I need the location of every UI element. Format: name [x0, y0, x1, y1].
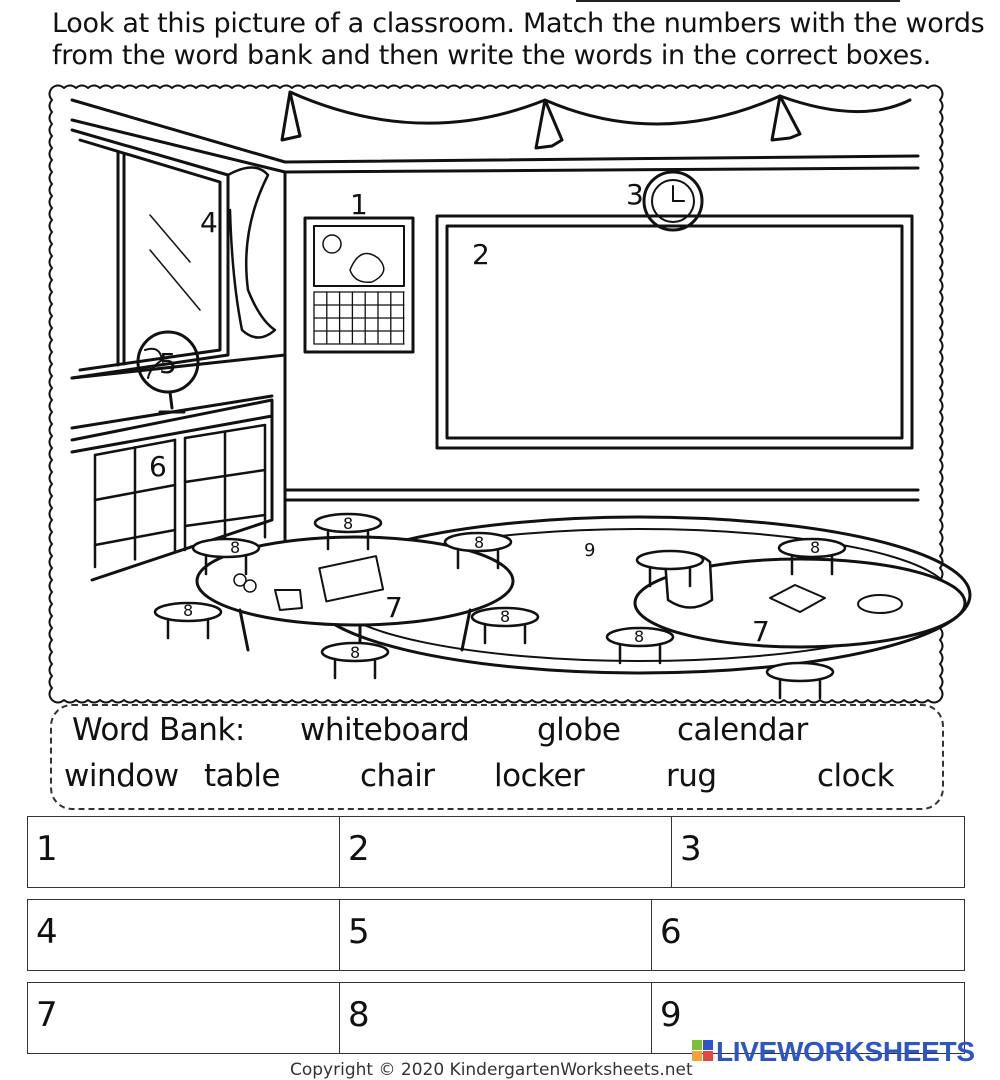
word-bank-word: locker [494, 758, 585, 794]
answer-cell [340, 817, 672, 887]
answer-row [27, 816, 965, 888]
answer-cell [28, 983, 340, 1053]
instructions-line-1: Look at this picture of a classroom. Match the numbers with the words [52, 8, 985, 39]
label-calendar: 1 [350, 188, 368, 221]
answer-cell [340, 983, 652, 1053]
answer-input-8[interactable] [380, 995, 641, 1041]
answer-input-7[interactable] [68, 995, 329, 1041]
bunting [282, 92, 910, 148]
answer-number: 7 [36, 995, 58, 1035]
word-bank-word: rug [666, 758, 717, 794]
copyright: Copyright © 2020 KindergartenWorksheets.net [290, 1060, 693, 1080]
answer-input-3[interactable] [712, 829, 954, 875]
answer-input-4[interactable] [68, 912, 329, 958]
answer-input-2[interactable] [380, 829, 661, 875]
label-chair-h: 8 [634, 627, 645, 646]
label-chair-e: 8 [183, 601, 194, 620]
liveworksheets-brand[interactable] [692, 1036, 975, 1068]
instructions-line-2: from the word bank and then write the words in the correct boxes. [52, 40, 931, 71]
window-drawing [72, 130, 285, 378]
calendar-drawing [305, 218, 413, 352]
clock-drawing [644, 172, 702, 230]
answer-number: 8 [348, 995, 370, 1035]
label-chair-g: 8 [350, 643, 361, 662]
word-bank-word: whiteboard [300, 712, 470, 748]
label-chair-a: 8 [343, 514, 354, 533]
liveworksheets-logo-icon [692, 1040, 714, 1062]
word-bank-word: window [64, 758, 179, 794]
answer-number: 1 [36, 829, 58, 869]
answer-input-1[interactable] [68, 829, 329, 875]
answer-input-5[interactable] [380, 912, 641, 958]
answer-input-9[interactable] [692, 995, 954, 1041]
label-locker: 6 [149, 450, 167, 483]
label-table-left: 7 [385, 591, 403, 624]
answer-number: 5 [348, 912, 370, 952]
answer-number: 2 [348, 829, 370, 869]
word-bank-word: table [204, 758, 281, 794]
label-clock: 3 [626, 178, 644, 211]
label-window: 4 [200, 206, 218, 239]
brand-name: LIVEWORKSHEETS [716, 1036, 975, 1067]
whiteboard-drawing [437, 216, 912, 448]
answer-number: 4 [36, 912, 58, 952]
label-chair-b: 8 [474, 533, 485, 552]
answer-row [27, 899, 965, 971]
word-bank-word: chair [360, 758, 435, 794]
label-rug: 9 [584, 540, 596, 561]
word-bank-word: globe [537, 712, 621, 748]
label-chair-c: 8 [230, 538, 241, 557]
answer-cell [672, 817, 964, 887]
label-table-right: 7 [752, 615, 770, 648]
label-globe: 5 [159, 347, 177, 380]
answer-number: 6 [660, 912, 682, 952]
answer-input-6[interactable] [692, 912, 954, 958]
word-bank-title: Word Bank: [72, 712, 245, 748]
label-chair-f: 8 [500, 607, 511, 626]
word-bank-word: clock [817, 758, 895, 794]
label-whiteboard: 2 [472, 238, 490, 271]
answer-cell [28, 817, 340, 887]
word-bank [50, 704, 944, 810]
answer-cell [340, 900, 652, 970]
answer-cell [28, 900, 340, 970]
answer-number: 3 [680, 829, 702, 869]
label-chair-d: 8 [810, 538, 821, 557]
word-bank-word: calendar [677, 712, 808, 748]
answer-cell [652, 900, 964, 970]
answer-number: 9 [660, 995, 682, 1035]
